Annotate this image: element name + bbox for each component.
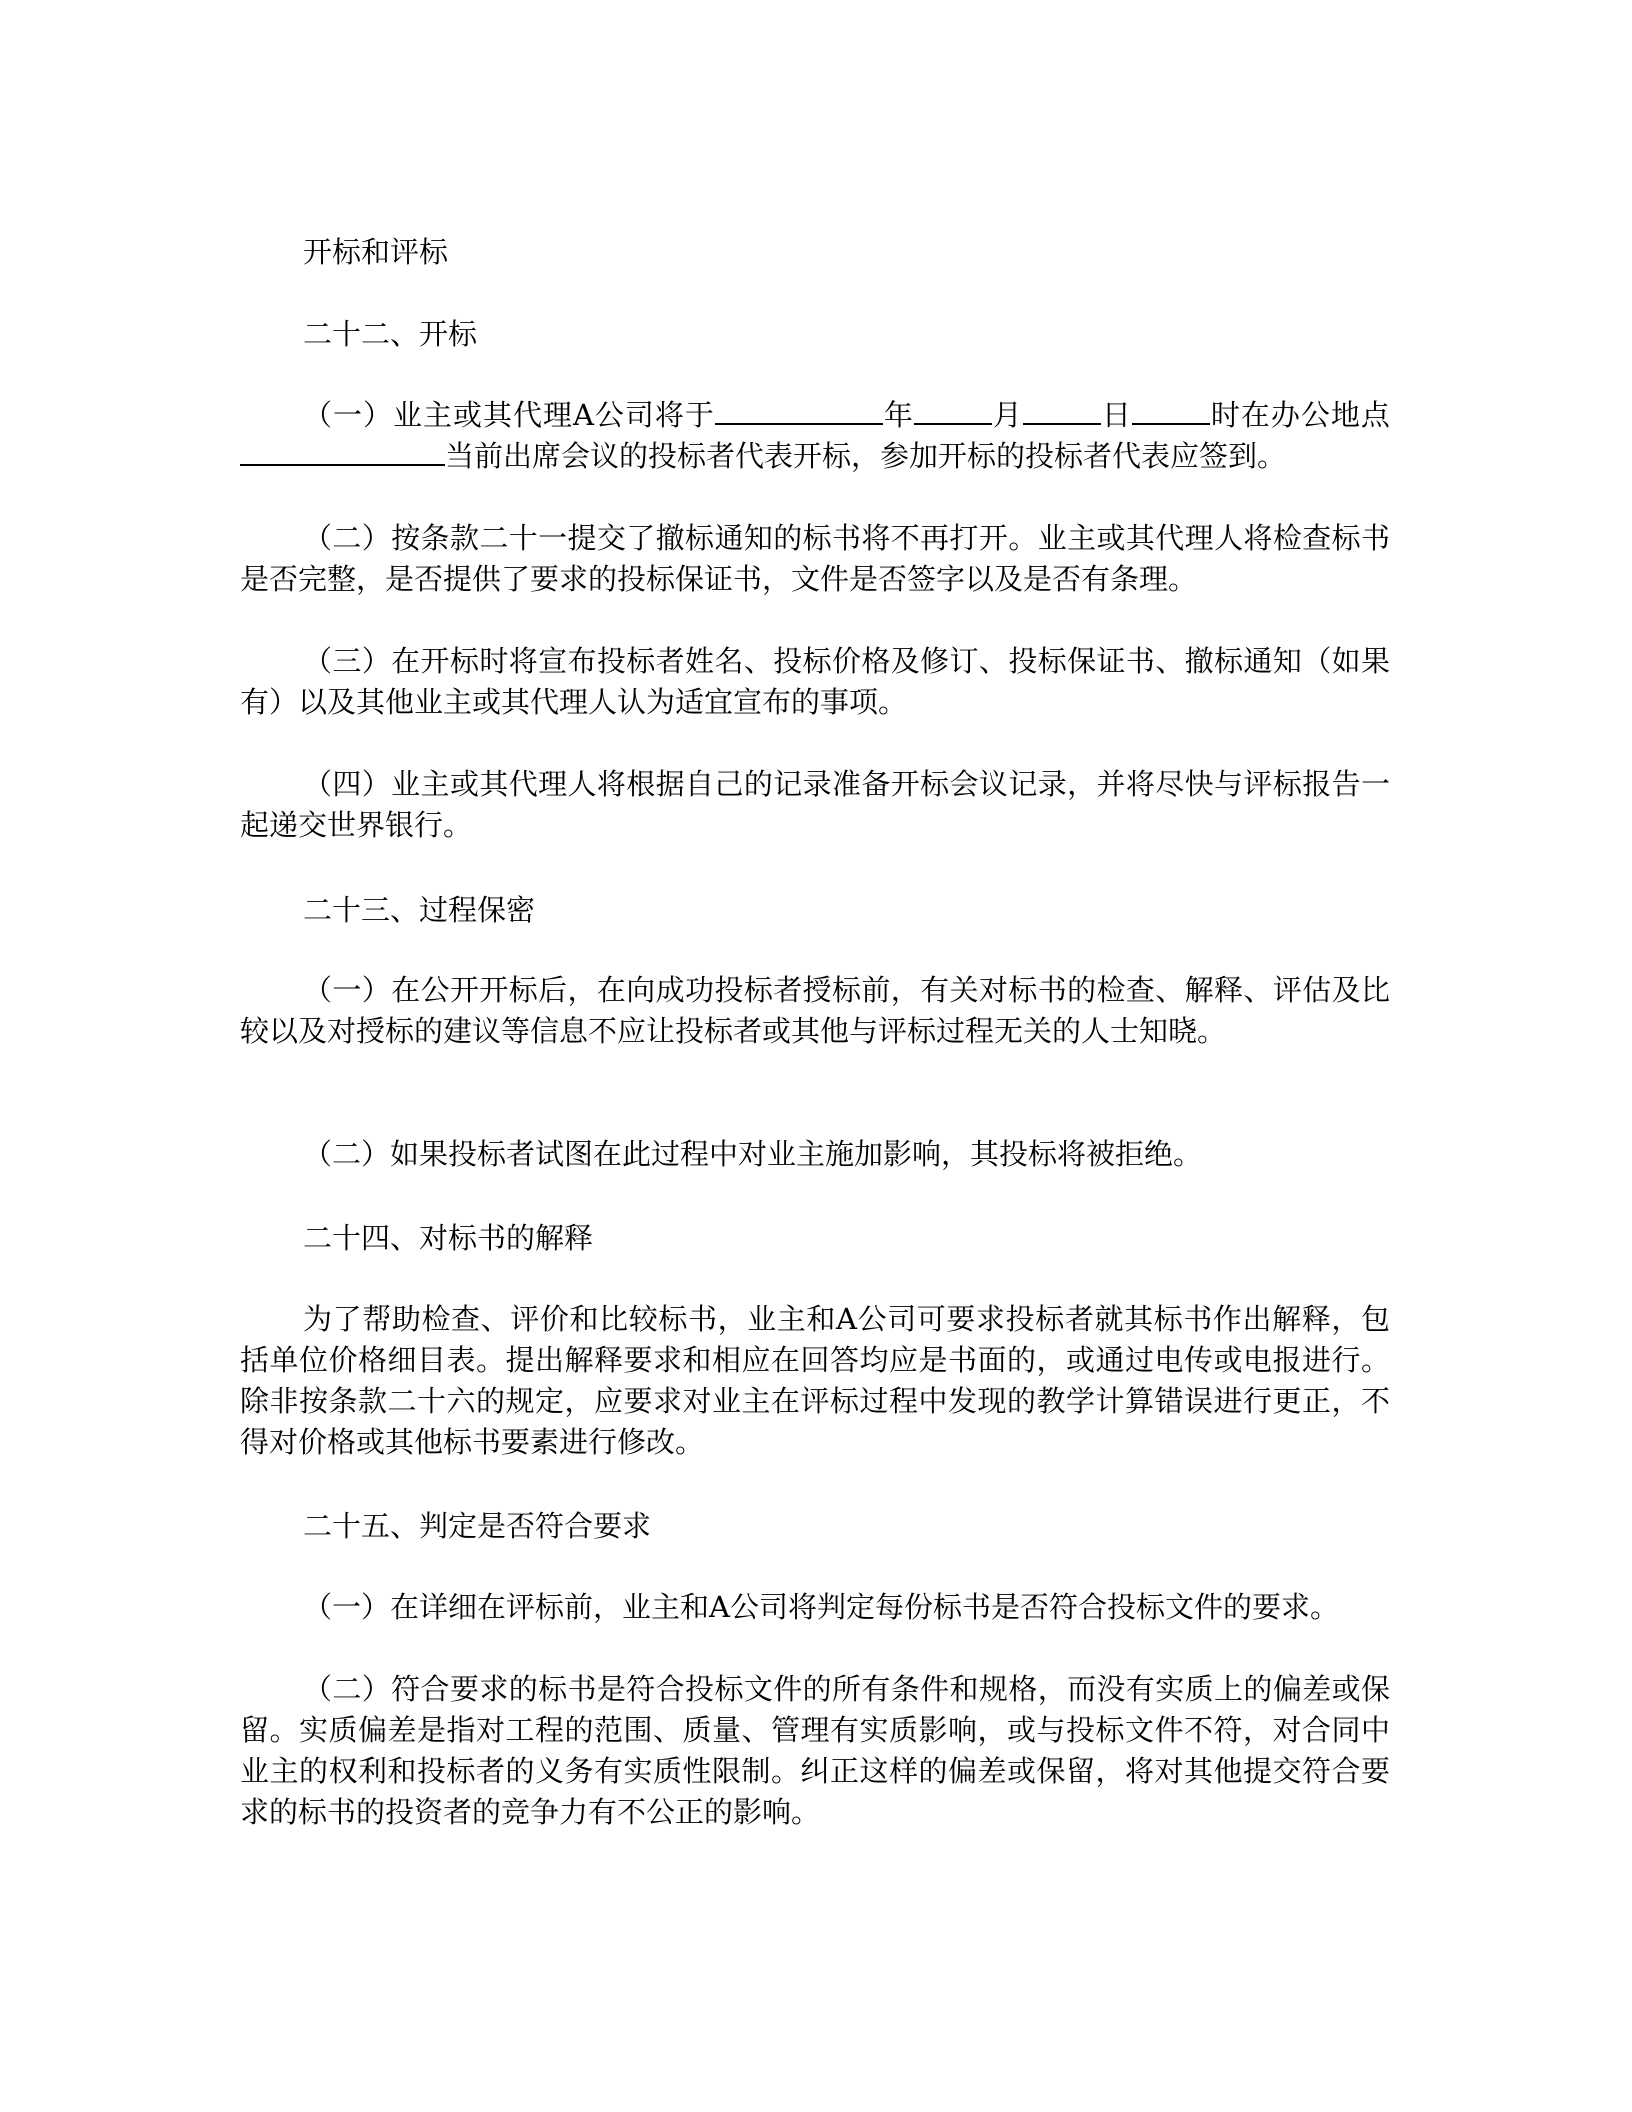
article-25-para-2: （二）符合要求的标书是符合投标文件的所有条件和规格，而没有实质上的偏差或保留。实质偏差是指对工程的范围、质量、管理有实质影响，或与投标文件不符，对合同中业主的权利和投标者的义务有实质性限制。纠正这样的偏差或保留，将对其他提交符合要求的标书的投资者的竞争力有不公正的影响。	[240, 1672, 1390, 1829]
article-23-heading: 二十三、过程保密	[303, 893, 536, 927]
year-blank	[715, 397, 883, 425]
location-blank	[240, 438, 445, 466]
article-23-para-1: （一）在公开开标后，在向成功投标者授标前，有关对标书的检查、解释、评估及比较以及对授标的建议等信息不应让投标者或其他与评标过程无关的人士知晓。	[240, 973, 1390, 1048]
year-label: 年	[882, 398, 914, 432]
month-blank	[914, 397, 992, 425]
para-text-post: 当前出席会议的投标者代表开标，参加开标的投标者代表应签到。	[445, 439, 1287, 473]
article-23-para-2: （二）如果投标者试图在此过程中对业主施加影响，其投标将被拒绝。	[303, 1137, 1203, 1171]
article-22-para-1	[240, 395, 1390, 477]
section-title: 开标和评标	[303, 235, 449, 269]
hour-label: 时在办公地点	[1209, 398, 1390, 432]
article-22-para-2: （二）按条款二十一提交了撤标通知的标书将不再打开。业主或其代理人将检查标书是否完整，是否提供了要求的投标保证书，文件是否签字以及是否有条理。	[240, 521, 1390, 596]
article-22-para-3: （三）在开标时将宣布投标者姓名、投标价格及修订、投标保证书、撤标通知（如果有）以及其他业主或其代理人认为适宜宣布的事项。	[240, 644, 1390, 719]
article-22-heading: 二十二、开标	[303, 317, 478, 351]
article-25-heading: 二十五、判定是否符合要求	[303, 1509, 652, 1543]
article-22-para-4: （四）业主或其代理人将根据自己的记录准备开标会议记录，并将尽快与评标报告一起递交世界银行。	[240, 767, 1390, 842]
day-label: 日	[1100, 398, 1132, 432]
day-blank	[1023, 397, 1101, 425]
month-label: 月	[991, 398, 1023, 432]
hour-blank	[1132, 397, 1210, 425]
article-24-heading: 二十四、对标书的解释	[303, 1221, 594, 1255]
para-text-pre: （一）业主或其代理A公司将于	[303, 398, 715, 432]
article-24-para-1: 为了帮助检查、评价和比较标书，业主和A公司可要求投标者就其标书作出解释，包括单位价格细目表。提出解释要求和相应在回答均应是书面的，或通过电传或电报进行。除非按条款二十六的规定，应要求对业主在评标过程中发现的教学计算错误进行更正，不得对价格或其他标书要素进行修改。	[240, 1302, 1390, 1459]
article-25-para-1: （一）在详细在评标前，业主和A公司将判定每份标书是否符合投标文件的要求。	[303, 1590, 1339, 1624]
